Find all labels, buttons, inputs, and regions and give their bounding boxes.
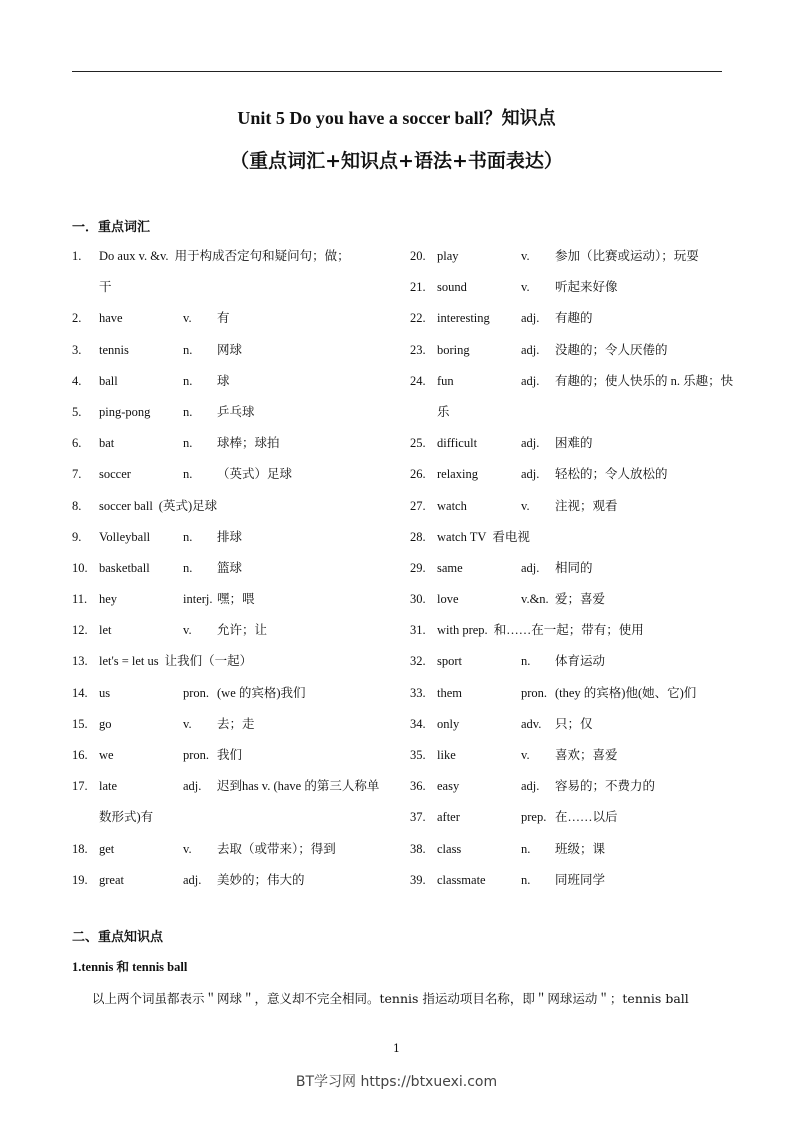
vocab-word: have	[99, 311, 123, 326]
vocab-number: 11.	[72, 592, 88, 607]
vocab-pos: adj.	[521, 779, 540, 794]
vocab-word: we	[99, 748, 114, 763]
vocab-item	[72, 308, 392, 339]
vocab-word: class	[437, 841, 462, 856]
vocab-word: interesting	[437, 311, 490, 326]
vocab-number: 20.	[410, 249, 426, 263]
vocab-item	[72, 776, 392, 838]
vocab-item	[72, 246, 392, 308]
vocab-definition: (they 的宾格)他(她、它)们	[555, 685, 697, 700]
vocab-pos: pron.	[521, 685, 548, 700]
vocab-number: 28.	[410, 529, 426, 544]
vocab-pos: v.	[183, 623, 192, 638]
vocab-number: 23.	[410, 342, 426, 357]
vocab-word: hey	[99, 592, 118, 607]
vocab-item	[410, 308, 730, 339]
vocab-pos: n.	[521, 841, 531, 856]
vocab-definition: 去取（或带来）；得到	[217, 841, 336, 856]
vocab-number: 33.	[410, 685, 426, 700]
vocab-definition: (we 的宾格)我们	[217, 685, 306, 700]
vocab-item	[410, 870, 730, 901]
vocab-item	[72, 870, 392, 901]
vocab-word: let	[99, 623, 112, 638]
vocab-word: late	[99, 779, 118, 794]
vocab-item	[72, 651, 392, 682]
vocab-item	[72, 589, 392, 620]
header-rule	[72, 71, 722, 72]
vocab-pos: n.	[183, 529, 193, 544]
vocab-definition: 相同的	[555, 560, 593, 575]
vocab-definition: 同班同学	[555, 872, 606, 887]
vocab-definition: 网球	[217, 342, 243, 357]
vocab-number: 12.	[72, 623, 88, 638]
vocab-number: 36.	[410, 779, 426, 794]
doc-title: Unit 5 Do you have a soccer ball？知识点	[237, 108, 556, 128]
vocab-pos: n.	[183, 373, 193, 388]
vocab-number: 9.	[72, 529, 82, 544]
vocab-word: ball	[99, 373, 118, 388]
vocab-definition: 看电视	[492, 529, 530, 544]
vocab-pos: v.	[183, 311, 192, 326]
vocab-definition: 篮球	[217, 560, 243, 575]
vocab-word: easy	[437, 779, 460, 794]
vocab-number: 17.	[72, 779, 88, 794]
vocab-definition: 只；仅	[555, 716, 593, 731]
section-vocab-heading: 一．重点词汇	[72, 220, 151, 235]
vocab-item	[410, 683, 730, 714]
vocab-item	[72, 620, 392, 651]
vocab-definition: 喜欢；喜爱	[555, 748, 618, 763]
vocab-definition: 在……以后	[555, 810, 618, 825]
vocab-number: 6.	[72, 436, 82, 451]
vocab-word: soccer ball	[99, 498, 153, 513]
vocab-number: 14.	[72, 685, 88, 700]
vocab-number: 21.	[410, 280, 426, 295]
vocab-pos: n.	[521, 872, 531, 887]
vocab-pos: n.	[521, 654, 531, 669]
vocab-number: 10.	[72, 560, 88, 575]
vocab-pos: adj.	[183, 872, 202, 887]
point-title: 1.tennis 和 tennis ball	[72, 960, 188, 974]
vocab-item	[72, 402, 392, 433]
vocab-item	[410, 246, 730, 277]
vocab-number: 39.	[410, 872, 426, 887]
vocab-pos: adj.	[521, 467, 540, 482]
vocab-item	[410, 340, 730, 371]
vocab-column-left	[72, 246, 392, 901]
vocab-pos: v.	[521, 249, 530, 263]
vocab-definition: (英式)足球	[158, 498, 218, 513]
vocab-pos: v.	[183, 716, 192, 731]
vocab-pos: adj.	[521, 373, 540, 388]
vocab-word: with prep.	[437, 623, 488, 638]
vocab-number: 18.	[72, 841, 88, 856]
vocab-item	[410, 558, 730, 589]
vocab-number: 37.	[410, 810, 426, 825]
vocab-definition: 班级；课	[555, 841, 606, 856]
vocab-definition: 排球	[217, 529, 243, 544]
vocab-word: get	[99, 841, 115, 856]
vocab-column-right	[410, 246, 734, 901]
vocab-word: Volleyball	[99, 529, 151, 544]
vocab-definition: 去；走	[217, 716, 255, 731]
vocab-word: great	[99, 872, 124, 887]
vocab-item	[410, 620, 730, 651]
vocab-item	[410, 589, 730, 620]
vocab-word: watch	[437, 498, 467, 513]
vocab-word: soccer	[99, 467, 131, 482]
vocab-number: 24.	[410, 373, 426, 388]
vocab-item	[410, 745, 730, 776]
vocab-pos: v.	[521, 498, 530, 513]
vocab-definition: 用于构成否定句和疑问句；做；	[174, 249, 350, 263]
vocab-number: 27.	[410, 498, 426, 513]
vocab-number: 5.	[72, 404, 82, 419]
vocab-pos: n.	[183, 342, 193, 357]
vocab-word: after	[437, 810, 460, 825]
vocab-number: 2.	[72, 311, 82, 326]
vocab-pos: adj.	[521, 560, 540, 575]
vocab-word: classmate	[437, 872, 486, 887]
vocab-pos: adj.	[521, 311, 540, 326]
vocab-word: let's = let us	[99, 654, 159, 669]
vocab-item	[410, 496, 730, 527]
vocab-definition: 有趣的；使人快乐的 n. 乐趣；快	[555, 373, 734, 388]
vocab-number: 35.	[410, 748, 426, 763]
vocab-item	[410, 651, 730, 682]
vocab-item	[410, 807, 730, 838]
vocab-definition: 轻松的；令人放松的	[555, 467, 668, 482]
vocab-number: 13.	[72, 654, 88, 669]
vocab-pos: n.	[183, 404, 193, 419]
vocab-definition: 没趣的；令人厌倦的	[555, 342, 668, 357]
vocab-number: 19.	[72, 872, 88, 887]
vocab-number: 25.	[410, 436, 426, 451]
vocab-item	[410, 527, 730, 558]
vocab-definition: （英式）足球	[217, 467, 293, 482]
vocab-definition: 困难的	[555, 436, 593, 451]
site-footer: BT学习网 https://btxuexi.com	[295, 1074, 498, 1090]
vocab-item	[72, 496, 392, 527]
vocab-pos: interj.	[183, 592, 213, 607]
vocab-number: 26.	[410, 467, 426, 482]
section-points-heading: 二、重点知识点	[72, 930, 164, 945]
vocab-definition: 听起来好像	[555, 280, 618, 295]
vocab-pos: n.	[183, 467, 193, 482]
vocab-definition: 让我们（一起）	[164, 654, 253, 669]
vocab-word: bat	[99, 436, 115, 451]
vocab-pos: v.	[183, 841, 192, 856]
vocab-word: relaxing	[437, 467, 478, 482]
vocab-word: basketball	[99, 560, 150, 575]
vocab-definition: 美妙的；伟大的	[217, 872, 305, 887]
vocab-pos: v.	[521, 748, 530, 763]
vocab-definition: 体育运动	[555, 654, 606, 669]
vocab-definition-cont: 干	[99, 280, 112, 294]
vocab-number: 3.	[72, 342, 82, 357]
vocab-number: 15.	[72, 716, 88, 731]
vocab-number: 8.	[72, 498, 82, 513]
vocab-definition: 有趣的	[555, 311, 593, 326]
vocab-word: only	[437, 716, 460, 731]
vocab-word: fun	[437, 373, 454, 388]
vocab-word: go	[99, 716, 112, 731]
vocab-pos: pron.	[183, 748, 210, 763]
vocab-item	[72, 558, 392, 589]
vocab-item	[410, 371, 734, 433]
vocab-number: 7.	[72, 467, 82, 482]
vocab-definition: 迟到has v. (have 的第三人称单	[217, 779, 380, 794]
vocab-number: 16.	[72, 748, 88, 763]
vocab-item	[72, 340, 392, 371]
vocab-item	[72, 714, 392, 745]
vocab-word: tennis	[99, 342, 129, 357]
vocab-word: like	[437, 748, 456, 763]
vocab-item	[72, 839, 392, 870]
vocab-pos: adj.	[521, 342, 540, 357]
vocab-definition-cont: 数形式)有	[99, 810, 154, 825]
vocab-number: 31.	[410, 623, 426, 638]
vocab-definition: 参加（比赛或运动）；玩耍	[555, 249, 699, 263]
doc-subtitle: （重点词汇+知识点+语法+书面表达）	[230, 150, 563, 172]
vocab-definition: 嘿；喂	[217, 592, 255, 607]
vocab-definition: 和……在一起；带有；使用	[493, 623, 644, 638]
vocab-number: 29.	[410, 560, 426, 575]
vocab-definition: 容易的；不费力的	[555, 779, 656, 794]
vocab-number: 34.	[410, 716, 426, 731]
vocab-item	[410, 839, 730, 870]
vocab-word: sound	[437, 280, 467, 295]
vocab-word: love	[437, 592, 459, 607]
vocab-item	[410, 776, 730, 807]
vocab-item	[72, 527, 392, 558]
vocab-item	[72, 683, 392, 714]
vocab-word: difficult	[437, 436, 478, 451]
vocab-item	[72, 371, 392, 402]
vocab-item	[72, 464, 392, 495]
vocab-definition-cont: 乐	[437, 404, 450, 419]
vocab-definition: 爱；喜爱	[555, 592, 606, 607]
vocab-word: boring	[437, 342, 470, 357]
vocab-item	[72, 745, 392, 776]
vocab-item	[410, 714, 730, 745]
vocab-number: 22.	[410, 311, 426, 326]
vocab-item	[410, 433, 730, 464]
vocab-definition: 注视；观看	[555, 498, 618, 513]
vocab-word: us	[99, 685, 111, 700]
vocab-word: them	[437, 685, 462, 700]
vocab-pos: v.	[521, 280, 530, 295]
vocab-word: Do aux v. &v.	[99, 249, 169, 263]
vocab-number: 38.	[410, 841, 426, 856]
vocab-pos: adv.	[521, 716, 542, 731]
vocab-number: 4.	[72, 373, 82, 388]
vocab-number: 30.	[410, 592, 426, 607]
vocab-definition: 有	[217, 311, 230, 326]
vocab-definition: 球棒；球拍	[217, 436, 280, 451]
vocab-word: same	[437, 560, 463, 575]
vocab-pos: adj.	[521, 436, 540, 451]
vocab-pos: v.&n.	[521, 592, 549, 607]
vocab-pos: prep.	[521, 810, 547, 825]
vocab-item	[410, 277, 730, 308]
vocab-item	[410, 464, 730, 495]
vocab-definition: 允许；让	[217, 623, 268, 638]
vocab-number: 1.	[72, 249, 82, 263]
vocab-pos: n.	[183, 436, 193, 451]
vocab-definition: 乒乓球	[217, 404, 255, 419]
vocab-pos: pron.	[183, 685, 210, 700]
vocab-definition: 球	[217, 373, 230, 388]
vocab-number: 32.	[410, 654, 426, 669]
vocab-word: ping-pong	[99, 404, 151, 419]
vocab-word: sport	[437, 654, 462, 669]
point-paragraph: 以上两个词虽都表示＂网球＂，意义却不完全相同。tennis 指运动项目名称，即＂网球运动＂；tennis ball	[92, 991, 689, 1006]
page-number: 1	[393, 1042, 400, 1055]
vocab-item	[72, 433, 392, 464]
vocab-word: watch TV	[437, 529, 487, 544]
vocab-word: play	[437, 249, 459, 263]
vocab-definition: 我们	[217, 748, 243, 763]
vocab-pos: n.	[183, 560, 193, 575]
vocab-pos: adj.	[183, 779, 202, 794]
